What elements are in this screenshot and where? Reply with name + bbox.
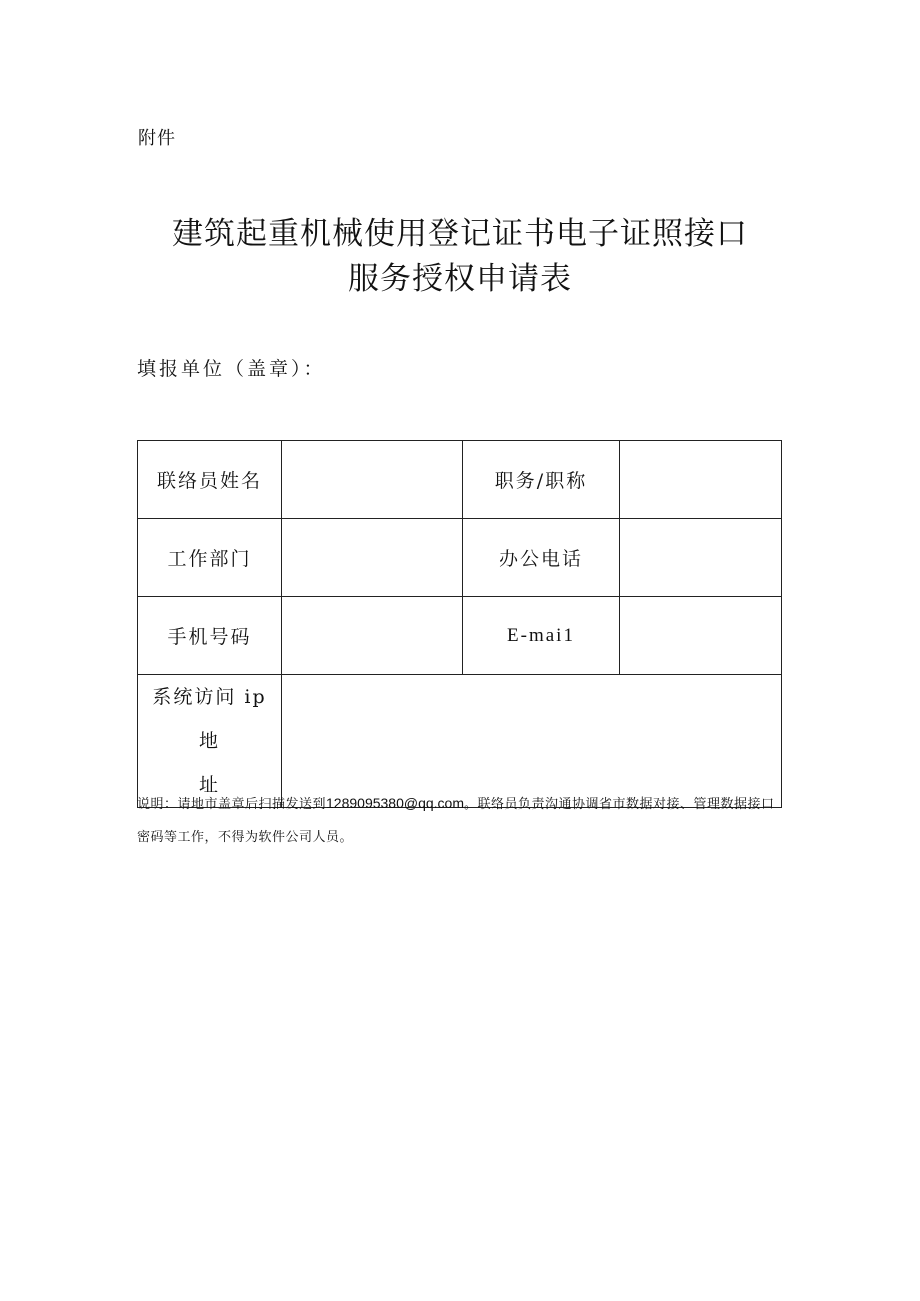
office-phone-label: 办公电话 — [463, 519, 620, 597]
document-title-line-1: 建筑起重机械使用登记证书电子证照接口 — [172, 216, 748, 252]
email-label: E-mai1 — [463, 597, 620, 675]
email-field[interactable] — [620, 597, 782, 675]
office-phone-field[interactable] — [620, 519, 782, 597]
mobile-field[interactable] — [282, 597, 463, 675]
position-label: 职务/职称 — [463, 441, 620, 519]
application-form-table — [137, 440, 782, 808]
note-email: 1289095380@qq.com — [326, 795, 464, 811]
table-row — [138, 597, 782, 675]
attachment-label: 附件 — [138, 128, 176, 149]
table-row — [138, 441, 782, 519]
ip-address-label-line-2: 址 — [198, 774, 220, 796]
contact-name-field[interactable] — [282, 441, 463, 519]
reporting-unit-label: 填报单位（盖章）： — [137, 358, 326, 380]
instruction-note — [137, 787, 787, 854]
table-row — [138, 519, 782, 597]
position-field[interactable] — [620, 441, 782, 519]
contact-name-label: 联络员姓名 — [138, 441, 282, 519]
mobile-label: 手机号码 — [138, 597, 282, 675]
note-suffix: 。联络员负责沟通协调省市数据对接、管理数据接口密码等工作，不得为软件公司人员。 — [137, 797, 775, 845]
ip-address-label-line-1: 系统访问 ip 地 — [152, 686, 267, 752]
department-field[interactable] — [282, 519, 463, 597]
note-prefix: 说明：请地市盖章后扫描发送到 — [137, 797, 327, 812]
department-label: 工作部门 — [138, 519, 282, 597]
document-title-line-2: 服务授权申请表 — [348, 261, 572, 297]
